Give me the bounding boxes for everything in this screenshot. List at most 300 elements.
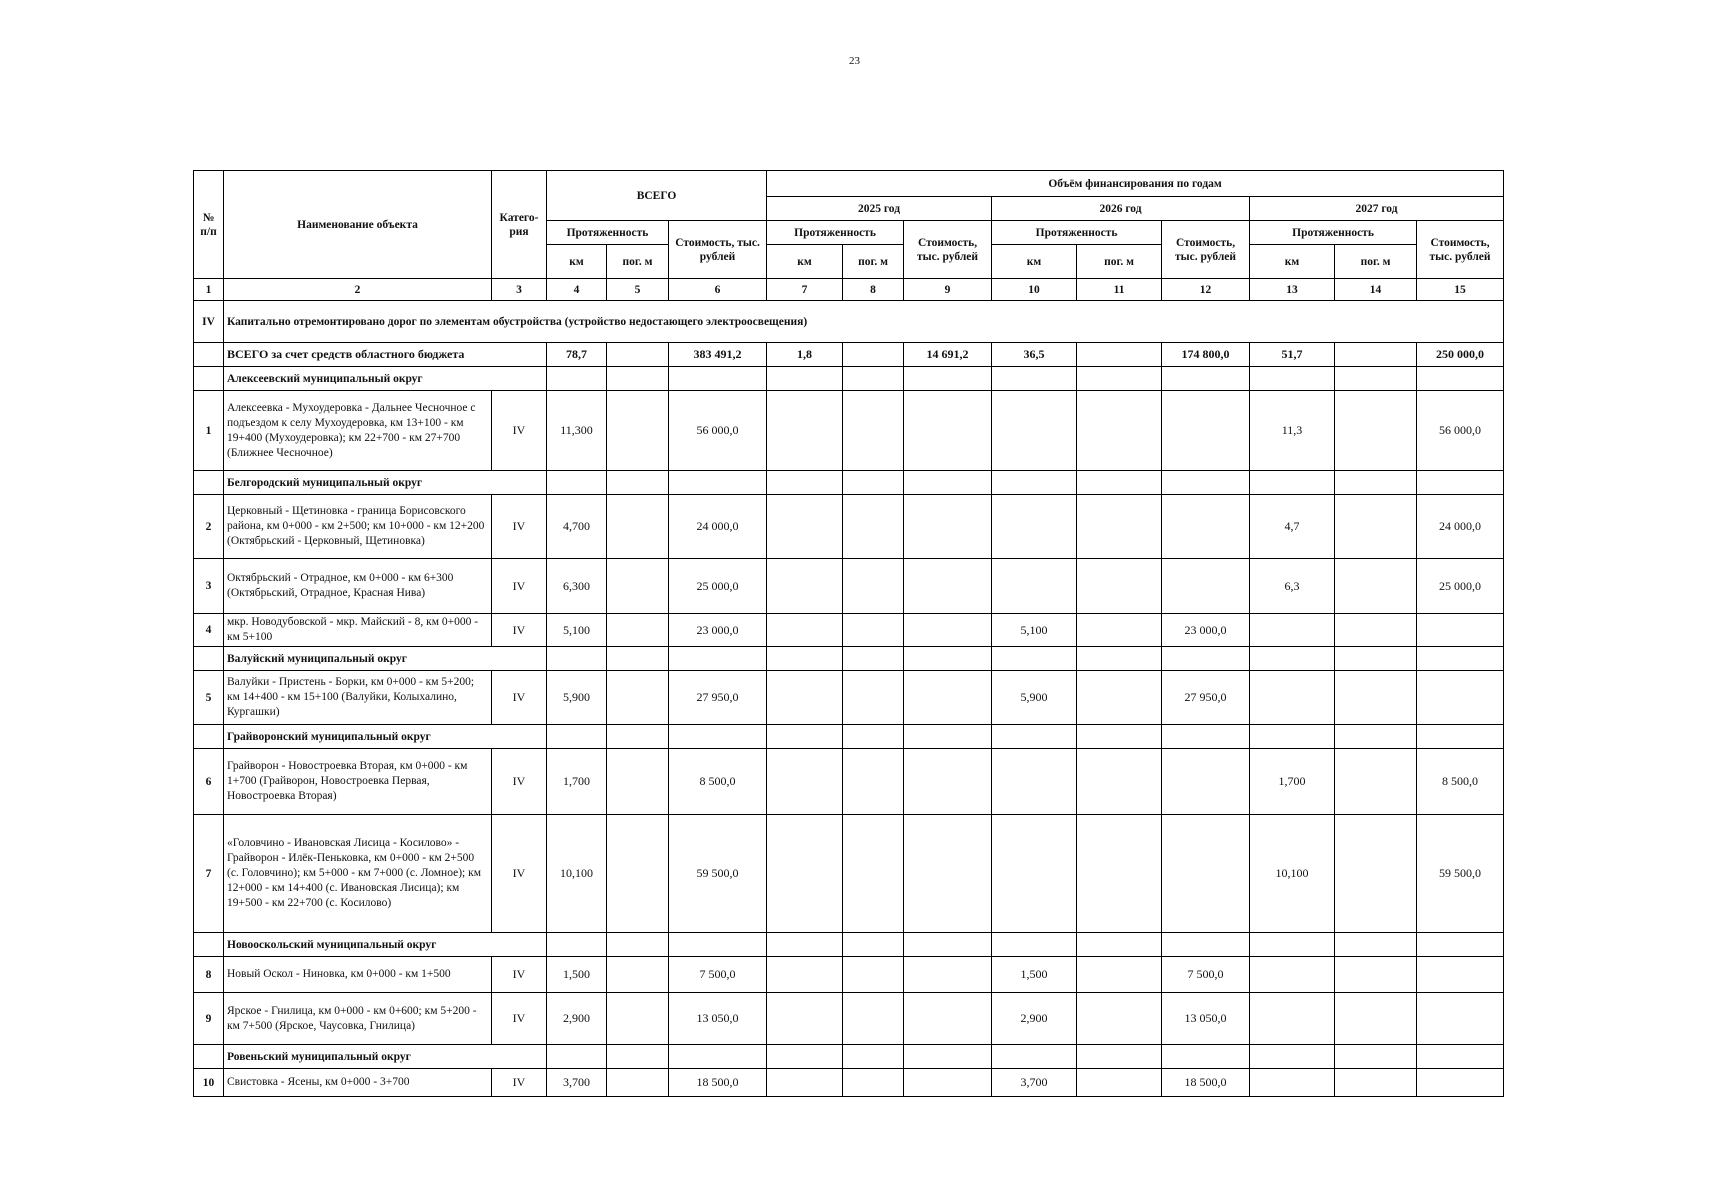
empty-cell xyxy=(547,471,607,495)
empty-cell xyxy=(1335,391,1417,471)
empty-cell xyxy=(1077,495,1162,559)
section-number: IV xyxy=(194,301,224,343)
column-number: 15 xyxy=(1417,279,1504,301)
page-number: 23 xyxy=(849,55,860,67)
empty-cell xyxy=(1077,725,1162,749)
total-km-cell: 5,100 xyxy=(547,614,607,647)
y2027-km-cell: 11,3 xyxy=(1250,391,1335,471)
object-name: Новый Оскол - Ниновка, км 0+000 - км 1+500 xyxy=(224,957,492,993)
empty-cell xyxy=(1162,725,1250,749)
empty-cell xyxy=(194,725,224,749)
y2026-km-cell: 1,500 xyxy=(992,957,1077,993)
empty-cell xyxy=(1077,559,1162,614)
empty-cell xyxy=(1077,933,1162,957)
empty-cell xyxy=(843,957,904,993)
object-name: Свистовка - Ясены, км 0+000 - 3+700 xyxy=(224,1069,492,1097)
empty-cell xyxy=(1077,471,1162,495)
empty-cell xyxy=(904,495,992,559)
y2027-km-cell xyxy=(1250,671,1335,725)
km-header: км xyxy=(767,245,843,279)
empty-cell xyxy=(1162,1045,1250,1069)
empty-cell xyxy=(1417,471,1504,495)
empty-cell xyxy=(1335,671,1417,725)
y2027-cost-cell: 24 000,0 xyxy=(1417,495,1504,559)
category-cell: IV xyxy=(492,614,547,647)
district-row xyxy=(194,725,1504,749)
empty-cell xyxy=(607,559,669,614)
empty-cell xyxy=(1077,343,1162,367)
district-row xyxy=(194,647,1504,671)
y2026-cost-cell xyxy=(1162,815,1250,933)
table-row xyxy=(194,391,1504,471)
district-name: Грайворонский муниципальный округ xyxy=(224,725,547,749)
year-2025-header: 2025 год xyxy=(767,197,992,221)
y2027-km-cell xyxy=(1250,957,1335,993)
total-cost-cell: 23 000,0 xyxy=(669,614,767,647)
y2027-km-cell xyxy=(1250,1069,1335,1097)
empty-cell xyxy=(1335,1069,1417,1097)
empty-cell xyxy=(767,471,843,495)
y2027-cost-cell xyxy=(1417,1069,1504,1097)
empty-cell xyxy=(992,1045,1077,1069)
y2026-cost-cell: 13 050,0 xyxy=(1162,993,1250,1045)
y2026-km-cell: 5,900 xyxy=(992,671,1077,725)
table-row xyxy=(194,815,1504,933)
empty-cell xyxy=(767,1045,843,1069)
empty-cell xyxy=(843,391,904,471)
empty-cell xyxy=(1335,725,1417,749)
empty-cell xyxy=(1250,725,1335,749)
empty-cell xyxy=(669,725,767,749)
empty-cell xyxy=(767,957,843,993)
object-name: «Головчино - Ивановская Лисица - Косилово» - Грайворон - Илёк-Пеньковка, км 0+000 - км 2+500 (с. Головчино); км 5+000 - км 7+000 (с. Ломное); км 12+000 - км 14+400 (с. Ивановская Лисица); км 19+500 - км 22+700 (с. Косилово) xyxy=(224,815,492,933)
empty-cell xyxy=(767,614,843,647)
row-number: 8 xyxy=(194,957,224,993)
empty-cell xyxy=(904,391,992,471)
y2026-cost-cell xyxy=(1162,495,1250,559)
district-row xyxy=(194,1045,1504,1069)
col-name-header: Наименование объекта xyxy=(224,171,492,279)
total-cost: 383 491,2 xyxy=(669,343,767,367)
empty-cell xyxy=(607,391,669,471)
empty-cell xyxy=(904,749,992,815)
table-row xyxy=(194,749,1504,815)
y2027-cost-cell xyxy=(1417,671,1504,725)
object-name: Валуйки - Пристень - Борки, км 0+000 - км 5+200; км 14+400 - км 15+100 (Валуйки, Колыхалино, Кургашки) xyxy=(224,671,492,725)
empty-cell xyxy=(1077,614,1162,647)
empty-cell xyxy=(1335,495,1417,559)
empty-cell xyxy=(767,749,843,815)
total-cost-cell: 8 500,0 xyxy=(669,749,767,815)
empty-cell xyxy=(1335,933,1417,957)
empty-cell xyxy=(1417,647,1504,671)
km-header: км xyxy=(1250,245,1335,279)
empty-cell xyxy=(904,559,992,614)
y2026-cost-cell: 18 500,0 xyxy=(1162,1069,1250,1097)
empty-cell xyxy=(194,367,224,391)
y2026-cost-cell xyxy=(1162,749,1250,815)
category-cell: IV xyxy=(492,559,547,614)
column-number: 7 xyxy=(767,279,843,301)
empty-cell xyxy=(547,647,607,671)
empty-cell xyxy=(1335,815,1417,933)
empty-cell xyxy=(904,993,992,1045)
y2026-km-cell xyxy=(992,815,1077,933)
empty-cell xyxy=(607,471,669,495)
empty-cell xyxy=(904,614,992,647)
empty-cell xyxy=(1335,614,1417,647)
row-number: 6 xyxy=(194,749,224,815)
empty-cell xyxy=(1077,749,1162,815)
empty-cell xyxy=(194,647,224,671)
y2027-km-cell xyxy=(1250,614,1335,647)
y2026-km-cell xyxy=(992,559,1077,614)
empty-cell xyxy=(767,495,843,559)
category-cell: IV xyxy=(492,1069,547,1097)
empty-cell xyxy=(992,647,1077,671)
empty-cell xyxy=(1162,471,1250,495)
total-label: ВСЕГО за счет средств областного бюджета xyxy=(224,343,547,367)
column-number: 9 xyxy=(904,279,992,301)
empty-cell xyxy=(607,749,669,815)
column-number-row xyxy=(194,279,1504,301)
total-km-cell: 3,700 xyxy=(547,1069,607,1097)
empty-cell xyxy=(607,671,669,725)
table-row xyxy=(194,957,1504,993)
y2026-km-cell: 5,100 xyxy=(992,614,1077,647)
y2026-cost-cell xyxy=(1162,391,1250,471)
empty-cell xyxy=(992,933,1077,957)
km-header: км xyxy=(992,245,1077,279)
total-2026-km: 36,5 xyxy=(992,343,1077,367)
table-row xyxy=(194,1069,1504,1097)
empty-cell xyxy=(767,993,843,1045)
column-number: 10 xyxy=(992,279,1077,301)
empty-cell xyxy=(607,495,669,559)
empty-cell xyxy=(843,471,904,495)
row-number: 5 xyxy=(194,671,224,725)
object-name: Грайворон - Новостроевка Вторая, км 0+000 - км 1+700 (Грайворон, Новостроевка Первая, Новостроевка Вторая) xyxy=(224,749,492,815)
empty-cell xyxy=(904,1069,992,1097)
district-name: Белгородский муниципальный округ xyxy=(224,471,547,495)
empty-cell xyxy=(607,1045,669,1069)
section-title: Капитально отремонтировано дорог по элементам обустройства (устройство недостающего электроосвещения) xyxy=(224,301,1504,343)
total-km-cell: 11,300 xyxy=(547,391,607,471)
table-row xyxy=(194,495,1504,559)
column-number: 8 xyxy=(843,279,904,301)
empty-cell xyxy=(669,647,767,671)
empty-cell xyxy=(1335,343,1417,367)
empty-cell xyxy=(904,725,992,749)
empty-cell xyxy=(992,725,1077,749)
total-2027-cost: 250 000,0 xyxy=(1417,343,1504,367)
empty-cell xyxy=(1250,1045,1335,1069)
empty-cell xyxy=(1077,815,1162,933)
total-2027-km: 51,7 xyxy=(1250,343,1335,367)
empty-cell xyxy=(1077,391,1162,471)
column-number: 14 xyxy=(1335,279,1417,301)
empty-cell xyxy=(1162,367,1250,391)
empty-cell xyxy=(843,993,904,1045)
total-cost-cell: 24 000,0 xyxy=(669,495,767,559)
length-header: Протяженность xyxy=(547,221,669,245)
row-number: 2 xyxy=(194,495,224,559)
pm-header: пог. м xyxy=(607,245,669,279)
total-cost-cell: 18 500,0 xyxy=(669,1069,767,1097)
district-name: Ровеньский муниципальный округ xyxy=(224,1045,547,1069)
empty-cell xyxy=(1417,725,1504,749)
col-num-header: № п/п xyxy=(194,171,224,279)
empty-cell xyxy=(1250,367,1335,391)
y2027-cost-cell: 25 000,0 xyxy=(1417,559,1504,614)
empty-cell xyxy=(1162,933,1250,957)
empty-cell xyxy=(843,1045,904,1069)
empty-cell xyxy=(1335,471,1417,495)
y2027-cost-cell xyxy=(1417,614,1504,647)
empty-cell xyxy=(669,471,767,495)
empty-cell xyxy=(904,367,992,391)
district-row xyxy=(194,471,1504,495)
empty-cell xyxy=(843,749,904,815)
empty-cell xyxy=(767,367,843,391)
empty-cell xyxy=(1077,647,1162,671)
y2027-cost-cell: 59 500,0 xyxy=(1417,815,1504,933)
y2026-km-cell: 3,700 xyxy=(992,1069,1077,1097)
pm-header: пог. м xyxy=(843,245,904,279)
category-cell: IV xyxy=(492,993,547,1045)
y2027-km-cell: 6,3 xyxy=(1250,559,1335,614)
empty-cell xyxy=(194,1045,224,1069)
cost-header: Стоимость, тыс. рублей xyxy=(669,221,767,279)
empty-cell xyxy=(1250,933,1335,957)
empty-cell xyxy=(1335,957,1417,993)
empty-cell xyxy=(1335,993,1417,1045)
table-row xyxy=(194,559,1504,614)
col-category-header: Катего-рия xyxy=(492,171,547,279)
y2026-cost-cell xyxy=(1162,559,1250,614)
year-2027-header: 2027 год xyxy=(1250,197,1504,221)
row-number: 10 xyxy=(194,1069,224,1097)
empty-cell xyxy=(843,815,904,933)
empty-cell xyxy=(1335,647,1417,671)
financing-header: Объём финансирования по годам xyxy=(767,171,1504,197)
y2027-km-cell: 4,7 xyxy=(1250,495,1335,559)
row-number: 7 xyxy=(194,815,224,933)
empty-cell xyxy=(843,933,904,957)
empty-cell xyxy=(547,367,607,391)
empty-cell xyxy=(843,559,904,614)
empty-cell xyxy=(607,725,669,749)
empty-cell xyxy=(904,1045,992,1069)
total-km-cell: 5,900 xyxy=(547,671,607,725)
total-km-cell: 1,700 xyxy=(547,749,607,815)
column-number: 6 xyxy=(669,279,767,301)
cost-header: Стоимость, тыс. рублей xyxy=(1162,221,1250,279)
empty-cell xyxy=(669,1045,767,1069)
total-km-cell: 10,100 xyxy=(547,815,607,933)
empty-cell xyxy=(904,471,992,495)
empty-cell xyxy=(607,957,669,993)
empty-cell xyxy=(1077,993,1162,1045)
y2026-km-cell xyxy=(992,391,1077,471)
y2026-km-cell xyxy=(992,749,1077,815)
y2026-cost-cell: 7 500,0 xyxy=(1162,957,1250,993)
object-name: Церковный - Щетиновка - граница Борисовского района, км 0+000 - км 2+500; км 10+000 - км 12+200 (Октябрьский - Церковный, Щетиновка) xyxy=(224,495,492,559)
empty-cell xyxy=(843,1069,904,1097)
pm-header: пог. м xyxy=(1077,245,1162,279)
total-header: ВСЕГО xyxy=(547,171,767,221)
y2027-cost-cell xyxy=(1417,993,1504,1045)
empty-cell xyxy=(767,1069,843,1097)
total-km-cell: 2,900 xyxy=(547,993,607,1045)
empty-cell xyxy=(1335,749,1417,815)
y2026-cost-cell: 27 950,0 xyxy=(1162,671,1250,725)
empty-cell xyxy=(767,815,843,933)
column-number: 2 xyxy=(224,279,492,301)
empty-cell xyxy=(843,367,904,391)
y2027-cost-cell xyxy=(1417,957,1504,993)
empty-cell xyxy=(1250,647,1335,671)
length-header: Протяженность xyxy=(992,221,1162,245)
total-km-cell: 4,700 xyxy=(547,495,607,559)
empty-cell xyxy=(194,471,224,495)
district-name: Новооскольский муниципальный округ xyxy=(224,933,547,957)
total-cost-cell: 25 000,0 xyxy=(669,559,767,614)
object-name: Алексеевка - Мухоудеровка - Дальнее Чесночное с подъездом к селу Мухоудеровка, км 13+100 - км 19+400 (Мухоудеровка); км 22+700 - км 27+700 (Ближнее Чесночное) xyxy=(224,391,492,471)
object-name: Октябрьский - Отрадное, км 0+000 - км 6+300 (Октябрьский, Отрадное, Красная Нива) xyxy=(224,559,492,614)
column-number: 5 xyxy=(607,279,669,301)
empty-cell xyxy=(1417,367,1504,391)
y2027-km-cell: 10,100 xyxy=(1250,815,1335,933)
district-row xyxy=(194,367,1504,391)
table-row xyxy=(194,614,1504,647)
empty-cell xyxy=(767,933,843,957)
row-number: 9 xyxy=(194,993,224,1045)
column-number: 1 xyxy=(194,279,224,301)
empty-cell xyxy=(843,614,904,647)
km-header: км xyxy=(547,245,607,279)
empty-cell xyxy=(669,933,767,957)
empty-cell xyxy=(904,815,992,933)
empty-cell xyxy=(669,367,767,391)
empty-cell xyxy=(1417,933,1504,957)
total-km: 78,7 xyxy=(547,343,607,367)
empty-cell xyxy=(607,933,669,957)
category-cell: IV xyxy=(492,495,547,559)
empty-cell xyxy=(1077,957,1162,993)
pm-header: пог. м xyxy=(1335,245,1417,279)
empty-cell xyxy=(904,647,992,671)
empty-cell xyxy=(607,343,669,367)
total-cost-cell: 27 950,0 xyxy=(669,671,767,725)
row-number: 1 xyxy=(194,391,224,471)
empty-cell xyxy=(607,815,669,933)
category-cell: IV xyxy=(492,671,547,725)
total-km-cell: 1,500 xyxy=(547,957,607,993)
section-row xyxy=(194,301,1504,343)
y2027-km-cell xyxy=(1250,993,1335,1045)
table-row xyxy=(194,993,1504,1045)
object-name: Ярское - Гнилица, км 0+000 - км 0+600; км 5+200 - км 7+500 (Ярское, Чаусовка, Гнилица) xyxy=(224,993,492,1045)
category-cell: IV xyxy=(492,749,547,815)
y2026-km-cell xyxy=(992,495,1077,559)
empty-cell xyxy=(767,725,843,749)
total-2025-cost: 14 691,2 xyxy=(904,343,992,367)
total-2026-cost: 174 800,0 xyxy=(1162,343,1250,367)
row-number: 4 xyxy=(194,614,224,647)
empty-cell xyxy=(1077,1045,1162,1069)
empty-cell xyxy=(194,933,224,957)
column-number: 12 xyxy=(1162,279,1250,301)
empty-cell xyxy=(547,725,607,749)
empty-cell xyxy=(904,957,992,993)
empty-cell xyxy=(767,559,843,614)
y2027-cost-cell: 56 000,0 xyxy=(1417,391,1504,471)
length-header: Протяженность xyxy=(767,221,904,245)
length-header: Протяженность xyxy=(1250,221,1417,245)
empty-cell xyxy=(843,495,904,559)
column-number: 13 xyxy=(1250,279,1335,301)
financing-table xyxy=(193,170,1504,1097)
empty-cell xyxy=(843,343,904,367)
empty-cell xyxy=(904,671,992,725)
empty-cell xyxy=(1335,1045,1417,1069)
empty-cell xyxy=(767,671,843,725)
total-cost-cell: 13 050,0 xyxy=(669,993,767,1045)
empty-cell xyxy=(1250,471,1335,495)
object-name: мкр. Новодубовской - мкр. Майский - 8, км 0+000 - км 5+100 xyxy=(224,614,492,647)
empty-cell xyxy=(1335,367,1417,391)
row-number: 3 xyxy=(194,559,224,614)
total-2025-km: 1,8 xyxy=(767,343,843,367)
column-number: 3 xyxy=(492,279,547,301)
total-row xyxy=(194,343,1504,367)
empty-cell xyxy=(1417,1045,1504,1069)
empty-cell xyxy=(904,933,992,957)
empty-cell xyxy=(767,391,843,471)
empty-cell xyxy=(547,1045,607,1069)
empty-cell xyxy=(547,933,607,957)
category-cell: IV xyxy=(492,391,547,471)
empty-cell xyxy=(1335,559,1417,614)
y2026-km-cell: 2,900 xyxy=(992,993,1077,1045)
cost-header: Стоимость, тыс. рублей xyxy=(904,221,992,279)
total-km-cell: 6,300 xyxy=(547,559,607,614)
category-cell: IV xyxy=(492,815,547,933)
total-cost-cell: 56 000,0 xyxy=(669,391,767,471)
column-number: 4 xyxy=(547,279,607,301)
empty-cell xyxy=(607,1069,669,1097)
district-name: Алексеевский муниципальный округ xyxy=(224,367,547,391)
y2027-cost-cell: 8 500,0 xyxy=(1417,749,1504,815)
empty-cell xyxy=(1077,671,1162,725)
empty-cell xyxy=(1162,647,1250,671)
y2026-cost-cell: 23 000,0 xyxy=(1162,614,1250,647)
total-cost-cell: 59 500,0 xyxy=(669,815,767,933)
year-2026-header: 2026 год xyxy=(992,197,1250,221)
empty-cell xyxy=(843,671,904,725)
cost-header: Стоимость, тыс. рублей xyxy=(1417,221,1504,279)
table-row xyxy=(194,671,1504,725)
empty-cell xyxy=(1077,1069,1162,1097)
column-number: 11 xyxy=(1077,279,1162,301)
empty-cell xyxy=(607,367,669,391)
empty-cell xyxy=(843,725,904,749)
empty-cell xyxy=(992,471,1077,495)
empty-cell xyxy=(767,647,843,671)
empty-cell xyxy=(1077,367,1162,391)
empty-cell xyxy=(843,647,904,671)
